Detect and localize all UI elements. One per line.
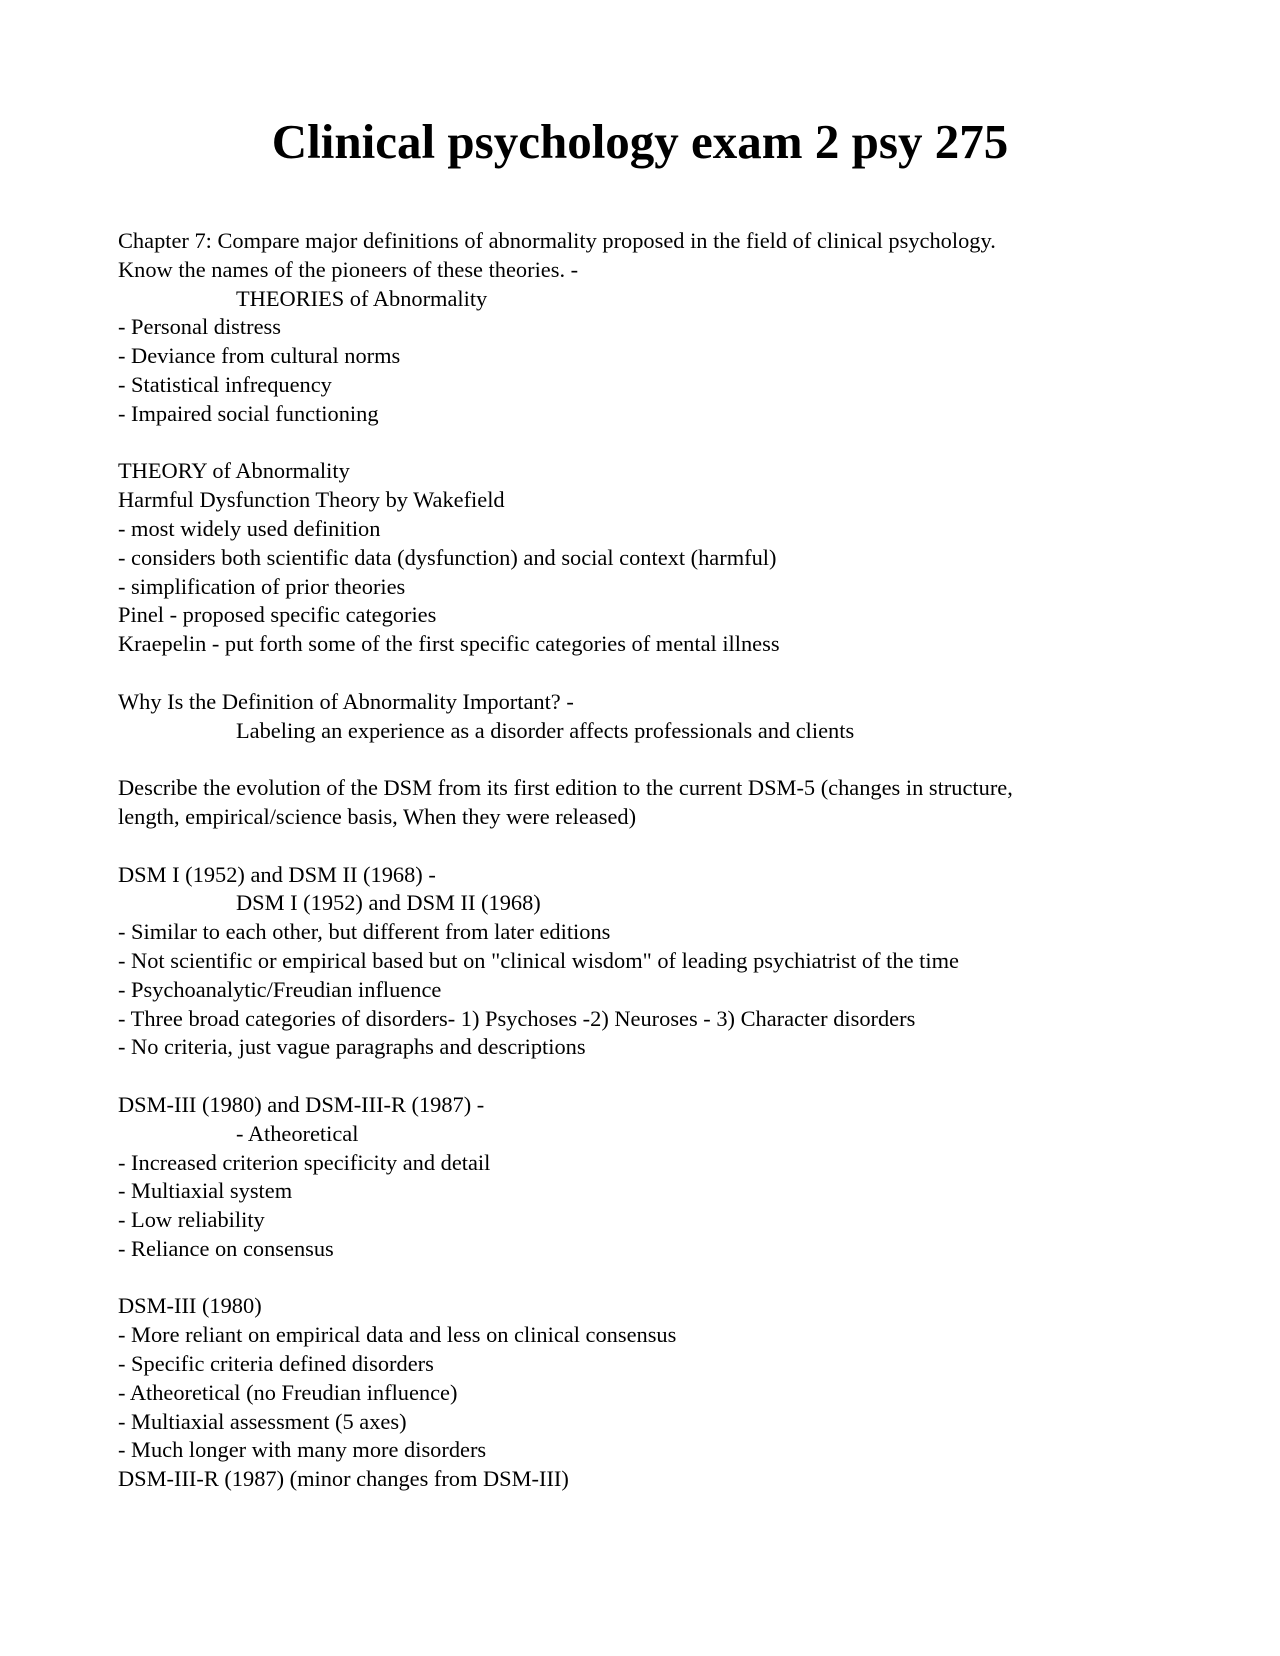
- text-line: - Reliance on consensus: [118, 1235, 334, 1261]
- text-line: - Multiaxial assessment (5 axes): [118, 1408, 407, 1434]
- text-line: - No criteria, just vague paragraphs and descriptions: [118, 1034, 586, 1060]
- blank-line: [118, 1264, 1178, 1293]
- text-line: Labeling an experience as a disorder affects professionals and clients: [236, 717, 855, 743]
- text-line: DSM-III (1980) and DSM-III-R (1987) -: [118, 1091, 485, 1117]
- text-line: DSM-III (1980): [118, 1293, 262, 1319]
- text-line: - Atheoretical: [236, 1120, 359, 1146]
- text-line: - More reliant on empirical data and less on clinical consensus: [118, 1322, 677, 1348]
- blank-line: [118, 832, 1178, 861]
- text-line: - considers both scientific data (dysfunction) and social context (harmful): [118, 544, 777, 570]
- text-line: - Not scientific or empirical based but on "clinical wisdom" of leading psychiatrist of the time: [118, 947, 959, 973]
- document-body: [118, 227, 1178, 1494]
- text-line: THEORIES of Abnormality: [236, 285, 488, 311]
- text-line: DSM I (1952) and DSM II (1968): [236, 890, 541, 916]
- text-line: - Multiaxial system: [118, 1178, 293, 1204]
- text-line: - simplification of prior theories: [118, 573, 406, 599]
- text-line: THEORY of Abnormality: [118, 458, 350, 484]
- text-line: - Three broad categories of disorders- 1) Psychoses -2) Neuroses - 3) Character disorders: [118, 1005, 916, 1031]
- text-line: Why Is the Definition of Abnormality Important? -: [118, 688, 574, 714]
- text-line: length, empirical/science basis, When they were released): [118, 803, 637, 829]
- text-line: DSM-III-R (1987) (minor changes from DSM-III): [118, 1466, 569, 1492]
- text-line: Chapter 7: Compare major definitions of abnormality proposed in the field of clinical psychology.: [118, 228, 996, 253]
- blank-line: [118, 1062, 1178, 1091]
- text-line: - Increased criterion specificity and detail: [118, 1149, 491, 1175]
- text-line: - most widely used definition: [118, 515, 381, 541]
- text-line: - Impaired social functioning: [118, 400, 379, 426]
- blank-line: [118, 429, 1178, 458]
- blank-line: [118, 659, 1178, 688]
- document-title: Clinical psychology exam 2 psy 275: [271, 114, 1009, 169]
- blank-line: [118, 745, 1178, 774]
- text-line: - Specific criteria defined disorders: [118, 1351, 434, 1377]
- text-line: - Deviance from cultural norms: [118, 343, 401, 369]
- text-line: - Similar to each other, but different from later editions: [118, 919, 611, 945]
- text-line: Harmful Dysfunction Theory by Wakefield: [118, 487, 505, 513]
- text-line: - Statistical infrequency: [118, 371, 332, 397]
- text-line: DSM I (1952) and DSM II (1968) -: [118, 861, 436, 887]
- text-line: Know the names of the pioneers of these theories. -: [118, 256, 579, 282]
- text-line: - Psychoanalytic/Freudian influence: [118, 976, 442, 1002]
- text-line: - Much longer with many more disorders: [118, 1437, 487, 1463]
- text-line: Describe the evolution of the DSM from its first edition to the current DSM-5 (changes in structure,: [118, 775, 1013, 801]
- text-line: - Atheoretical (no Freudian influence): [118, 1379, 458, 1405]
- text-line: Kraepelin - put forth some of the first specific categories of mental illness: [118, 631, 780, 657]
- text-line: - Personal distress: [118, 314, 281, 340]
- text-line: Pinel - proposed specific categories: [118, 602, 437, 628]
- text-line: - Low reliability: [118, 1207, 265, 1233]
